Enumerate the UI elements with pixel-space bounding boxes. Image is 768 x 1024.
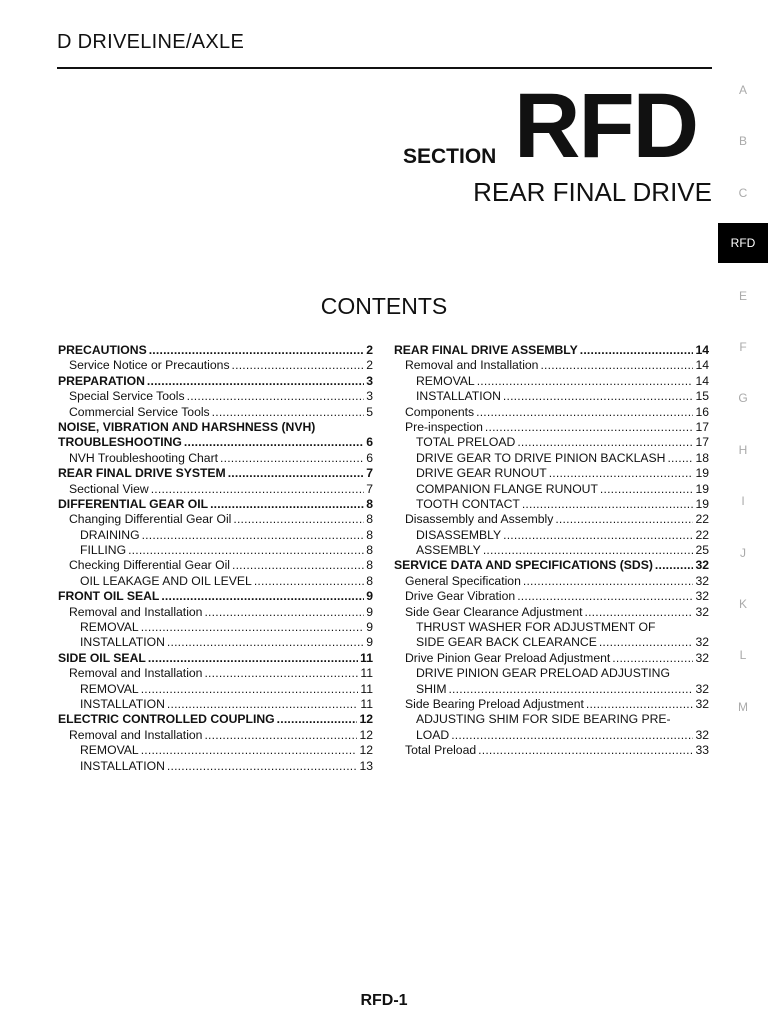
toc-entry-page: 12 [359,727,373,742]
toc-entry[interactable] [394,435,709,450]
toc-entry-title: Removal and Installation [69,666,203,681]
toc-entry-title: INSTALLATION [416,389,501,404]
toc-entry[interactable] [58,420,373,435]
toc-dot-leader [187,389,365,404]
toc-dot-leader [517,589,693,604]
toc-dot-leader [167,635,364,650]
toc-entry-title: Checking Differential Gear Oil [69,558,230,573]
toc-entry[interactable] [394,682,709,697]
header-divider [57,67,712,69]
toc-entry[interactable] [58,759,373,774]
toc-entry-page: 11 [360,681,373,696]
toc-entry-page: 32 [695,696,709,711]
toc-dot-leader [612,651,693,666]
toc-entry-title: ADJUSTING SHIM FOR SIDE BEARING PRE- [416,712,671,727]
toc-dot-leader [580,343,694,358]
toc-entry[interactable] [394,666,709,681]
toc-entry-title: Sectional View [69,481,149,496]
toc-entry[interactable] [58,482,373,497]
toc-entry-page: 14 [695,358,709,373]
toc-entry-page: 8 [366,512,373,527]
toc-entry-title: DRIVE GEAR TO DRIVE PINION BACKLASH [416,450,666,465]
section-tab-b[interactable]: B [738,134,747,149]
toc-entry-title: Changing Differential Gear Oil [69,512,232,527]
toc-dot-leader [523,574,694,589]
toc-entry-page: 15 [695,389,709,404]
toc-entry[interactable] [58,451,373,466]
section-name: REAR FINAL DRIVE [473,177,712,207]
toc-dot-leader [555,512,693,527]
toc-dot-leader [549,466,694,481]
toc-entry-title: TROUBLESHOOTING [58,435,182,450]
toc-entry-page: 32 [695,589,709,604]
toc-entry-title: REMOVAL [80,681,139,696]
toc-entry-page: 32 [695,727,709,742]
toc-entry[interactable] [58,682,373,697]
section-tab-a[interactable]: A [738,83,747,97]
toc-entry[interactable] [394,728,709,743]
toc-dot-leader [503,528,693,543]
toc-entry-page: 32 [695,573,709,588]
toc-dot-leader [204,728,357,743]
page-number: RFD-1 [360,992,408,1009]
toc-dot-leader [483,543,694,558]
toc-entry[interactable] [58,651,373,666]
toc-entry-title: Commercial Service Tools [69,404,210,419]
toc-entry-page: 12 [359,712,373,727]
toc-entry[interactable] [394,651,709,666]
toc-dot-leader [228,466,365,481]
toc-dot-leader [141,620,365,635]
toc-dot-leader [184,435,364,450]
toc-entry[interactable] [394,374,709,389]
toc-entry-page: 19 [695,481,709,496]
toc-dot-leader [204,605,364,620]
toc-entry[interactable] [58,574,373,589]
toc-entry-title: Removal and Installation [69,727,203,742]
toc-entry[interactable] [58,728,373,743]
toc-entry[interactable] [394,389,709,404]
toc-entry-title: DRIVE GEAR RUNOUT [416,466,547,481]
toc-entry-page: 25 [695,543,709,558]
toc-entry-title: SIDE OIL SEAL [58,650,146,665]
toc-entry-title: TOTAL PRELOAD [416,435,516,450]
toc-entry-title: TOOTH CONTACT [416,496,520,511]
toc-dot-leader [485,420,694,435]
toc-dot-leader [448,682,693,697]
toc-dot-leader [540,358,693,373]
toc-entry-title: ASSEMBLY [416,543,481,558]
toc-entry[interactable] [394,543,709,558]
toc-entry-page: 7 [366,481,373,496]
toc-entry-page: 8 [366,543,373,558]
toc-entry-title: LOAD [416,727,450,742]
toc-entry[interactable] [58,528,373,543]
toc-entry-page: 32 [695,604,709,619]
toc-entry[interactable] [58,358,373,373]
toc-dot-leader [151,482,365,497]
toc-entry[interactable] [58,466,373,481]
toc-entry-page: 11 [360,696,373,711]
toc-entry[interactable] [394,712,709,727]
toc-dot-leader [586,697,694,712]
toc-entry-title: REAR FINAL DRIVE SYSTEM [58,466,226,481]
section-tab-e[interactable]: E [738,288,747,303]
toc-entry[interactable] [394,358,709,373]
toc-entry[interactable] [394,343,709,358]
toc-entry-page: 19 [695,466,709,481]
toc-entry-title: DIFFERENTIAL GEAR OIL [58,496,209,511]
section-word: SECTION [403,145,497,168]
toc-entry-page: 32 [695,650,709,665]
toc-entry-title: Removal and Installation [405,358,539,373]
toc-entry-page: 17 [695,419,709,434]
toc-entry[interactable] [394,497,709,512]
toc-dot-leader [212,405,365,420]
toc-entry-page: 6 [366,450,373,465]
toc-left-column [58,343,373,774]
toc-entry-page: 32 [695,681,709,696]
toc-entry[interactable] [58,343,373,358]
toc-entry[interactable] [58,405,373,420]
toc-entry-page: 14 [695,343,709,357]
toc-entry-page: 3 [366,389,373,404]
toc-entry-page: 11 [360,666,373,681]
toc-entry-page: 6 [366,435,373,450]
toc-entry-title: Removal and Installation [69,604,203,619]
toc-entry-page: 33 [695,743,709,758]
toc-dot-leader [476,405,693,420]
toc-entry-title: SERVICE DATA AND SPECIFICATIONS (SDS) [394,558,653,573]
toc-entry-page: 8 [366,496,373,511]
toc-entry-title: INSTALLATION [80,758,165,773]
section-tab-h[interactable]: H [738,442,748,457]
toc-dot-leader [503,389,694,404]
toc-entry-title: NOISE, VIBRATION AND HARSHNESS (NVH) [58,419,316,434]
toc-entry[interactable] [394,451,709,466]
toc-dot-leader [478,743,693,758]
toc-entry-title: REMOVAL [80,743,139,758]
toc-dot-leader [477,374,694,389]
toc-entry-title: DRAINING [80,527,140,542]
toc-dot-leader [161,589,364,604]
toc-entry-page: 9 [366,604,373,619]
toc-entry-page: 22 [695,512,709,527]
toc-entry-page: 9 [366,620,373,635]
toc-dot-leader [141,743,358,758]
toc-entry[interactable] [58,512,373,527]
toc-entry-page: 8 [366,527,373,542]
toc-entry-title: Special Service Tools [69,389,185,404]
toc-dot-leader [204,666,358,681]
toc-entry-title: ELECTRIC CONTROLLED COUPLING [58,712,275,727]
toc-entry-page: 32 [695,635,709,650]
toc-entry-page: 3 [366,373,373,388]
toc-entry-title: OIL LEAKAGE AND OIL LEVEL [80,573,252,588]
toc-entry-page: 5 [366,404,373,419]
toc-dot-leader [147,374,364,389]
toc-entry-page: 12 [359,743,373,758]
toc-dot-leader [233,512,364,527]
section-tab-f[interactable]: F [739,340,747,354]
toc-entry[interactable] [58,620,373,635]
toc-dot-leader [232,358,365,373]
toc-dot-leader [142,528,365,543]
section-tab-rfd[interactable]: RFD [718,223,768,263]
toc-entry-title: DRIVE PINION GEAR PRELOAD ADJUSTING [416,666,670,681]
toc-entry-page: 2 [366,343,373,357]
toc-dot-leader [128,543,364,558]
toc-dot-leader [254,574,364,589]
header-title: D DRIVELINE/AXLE [57,31,245,53]
toc-entry-title: THRUST WASHER FOR ADJUSTMENT OF [416,620,656,635]
toc-entry-page: 32 [695,558,709,573]
toc-entry-page: 17 [695,435,709,450]
toc-entry-title: FILLING [80,543,127,558]
toc-entry-title: DISASSEMBLY [416,527,502,542]
toc-entry[interactable] [394,574,709,589]
toc-entry-title: REMOVAL [80,620,139,635]
toc-entry[interactable] [58,389,373,404]
section-tab-l[interactable]: L [739,648,747,663]
toc-entry-page: 9 [366,589,373,604]
toc-entry-page: 11 [360,650,373,665]
toc-entry[interactable] [394,405,709,420]
toc-entry-title: Service Notice or Precautions [69,358,230,373]
toc-entry-title: INSTALLATION [80,696,165,711]
toc-entry-title: PRECAUTIONS [58,343,147,357]
toc-entry[interactable] [58,605,373,620]
toc-entry[interactable] [58,589,373,604]
toc-entry[interactable] [58,497,373,512]
toc-entry-title: Components [405,404,475,419]
toc-entry[interactable] [394,697,709,712]
section-tab-c[interactable]: C [738,185,748,200]
toc-dot-leader [148,651,358,666]
toc-entry[interactable] [394,743,709,758]
toc-entry-page: 8 [366,573,373,588]
toc-dot-leader [232,558,364,573]
toc-dot-leader [220,451,364,466]
toc-entry-title: Side Bearing Preload Adjustment [405,696,584,711]
toc-entry[interactable] [58,435,373,450]
toc-dot-leader [655,558,694,573]
toc-entry-title: Drive Pinion Gear Preload Adjustment [405,650,611,665]
toc-entry-title: FRONT OIL SEAL [58,589,160,604]
toc-entry-page: 7 [366,466,373,481]
toc-entry[interactable] [394,512,709,527]
toc-entry[interactable] [58,543,373,558]
toc-entry-page: 18 [695,450,709,465]
toc-dot-leader [522,497,694,512]
toc-entry-page: 19 [695,496,709,511]
toc-dot-leader [210,497,364,512]
toc-dot-leader [585,605,694,620]
toc-dot-leader [149,343,365,358]
toc-entry-title: COMPANION FLANGE RUNOUT [416,481,598,496]
toc-entry-page: 22 [695,527,709,542]
toc-dot-leader [517,435,693,450]
section-tab-i[interactable]: I [741,494,745,509]
toc-entry[interactable] [394,635,709,650]
toc-dot-leader [667,451,693,466]
toc-entry-title: General Specification [405,573,521,588]
toc-dot-leader [599,635,694,650]
toc-entry-title: SHIM [416,681,447,696]
toc-dot-leader [600,482,694,497]
toc-entry[interactable] [58,697,373,712]
toc-entry-title: SIDE GEAR BACK CLEARANCE [416,635,597,650]
toc-entry[interactable] [394,528,709,543]
toc-entry-page: 16 [695,404,709,419]
toc-dot-leader [167,697,358,712]
toc-entry[interactable] [58,666,373,681]
section-tab-g[interactable]: G [738,391,748,406]
toc-entry-title: Total Preload [405,743,477,758]
toc-entry-page: 8 [366,558,373,573]
toc-entry[interactable] [394,605,709,620]
toc-entry-page: 13 [359,758,373,773]
toc-entry-title: Pre-inspection [405,419,483,434]
toc-entry[interactable] [394,620,709,635]
toc-entry-page: 9 [366,635,373,650]
toc-entry[interactable] [58,558,373,573]
toc-dot-leader [167,759,358,774]
toc-entry-title: Drive Gear Vibration [405,589,516,604]
toc-entry[interactable] [58,712,373,727]
toc-entry-page: 14 [695,373,709,388]
toc-dot-leader [451,728,693,743]
section-tab-m[interactable]: M [738,699,748,714]
toc-entry[interactable] [394,558,709,573]
toc-entry-title: Side Gear Clearance Adjustment [405,604,583,619]
toc-entry-title: PREPARATION [58,373,145,388]
toc-entry-page: 2 [366,358,373,373]
toc-right-column [394,343,709,759]
toc-entry[interactable] [394,420,709,435]
toc-entry-title: INSTALLATION [80,635,165,650]
section-tab-j[interactable]: J [740,545,746,560]
toc-entry-title: Disassembly and Assembly [405,512,554,527]
contents-title: CONTENTS [320,293,448,319]
toc-entry[interactable] [394,589,709,604]
toc-dot-leader [277,712,358,727]
section-tab-k[interactable]: K [738,597,747,611]
toc-entry-title: NVH Troubleshooting Chart [69,450,219,465]
section-code: RFD [514,75,698,177]
toc-entry-title: REAR FINAL DRIVE ASSEMBLY [394,343,578,357]
toc-entry[interactable] [394,466,709,481]
toc-entry[interactable] [58,635,373,650]
toc-entry[interactable] [394,482,709,497]
toc-entry-title: REMOVAL [416,373,475,388]
toc-dot-leader [141,682,359,697]
toc-entry[interactable] [58,374,373,389]
toc-entry[interactable] [58,743,373,758]
